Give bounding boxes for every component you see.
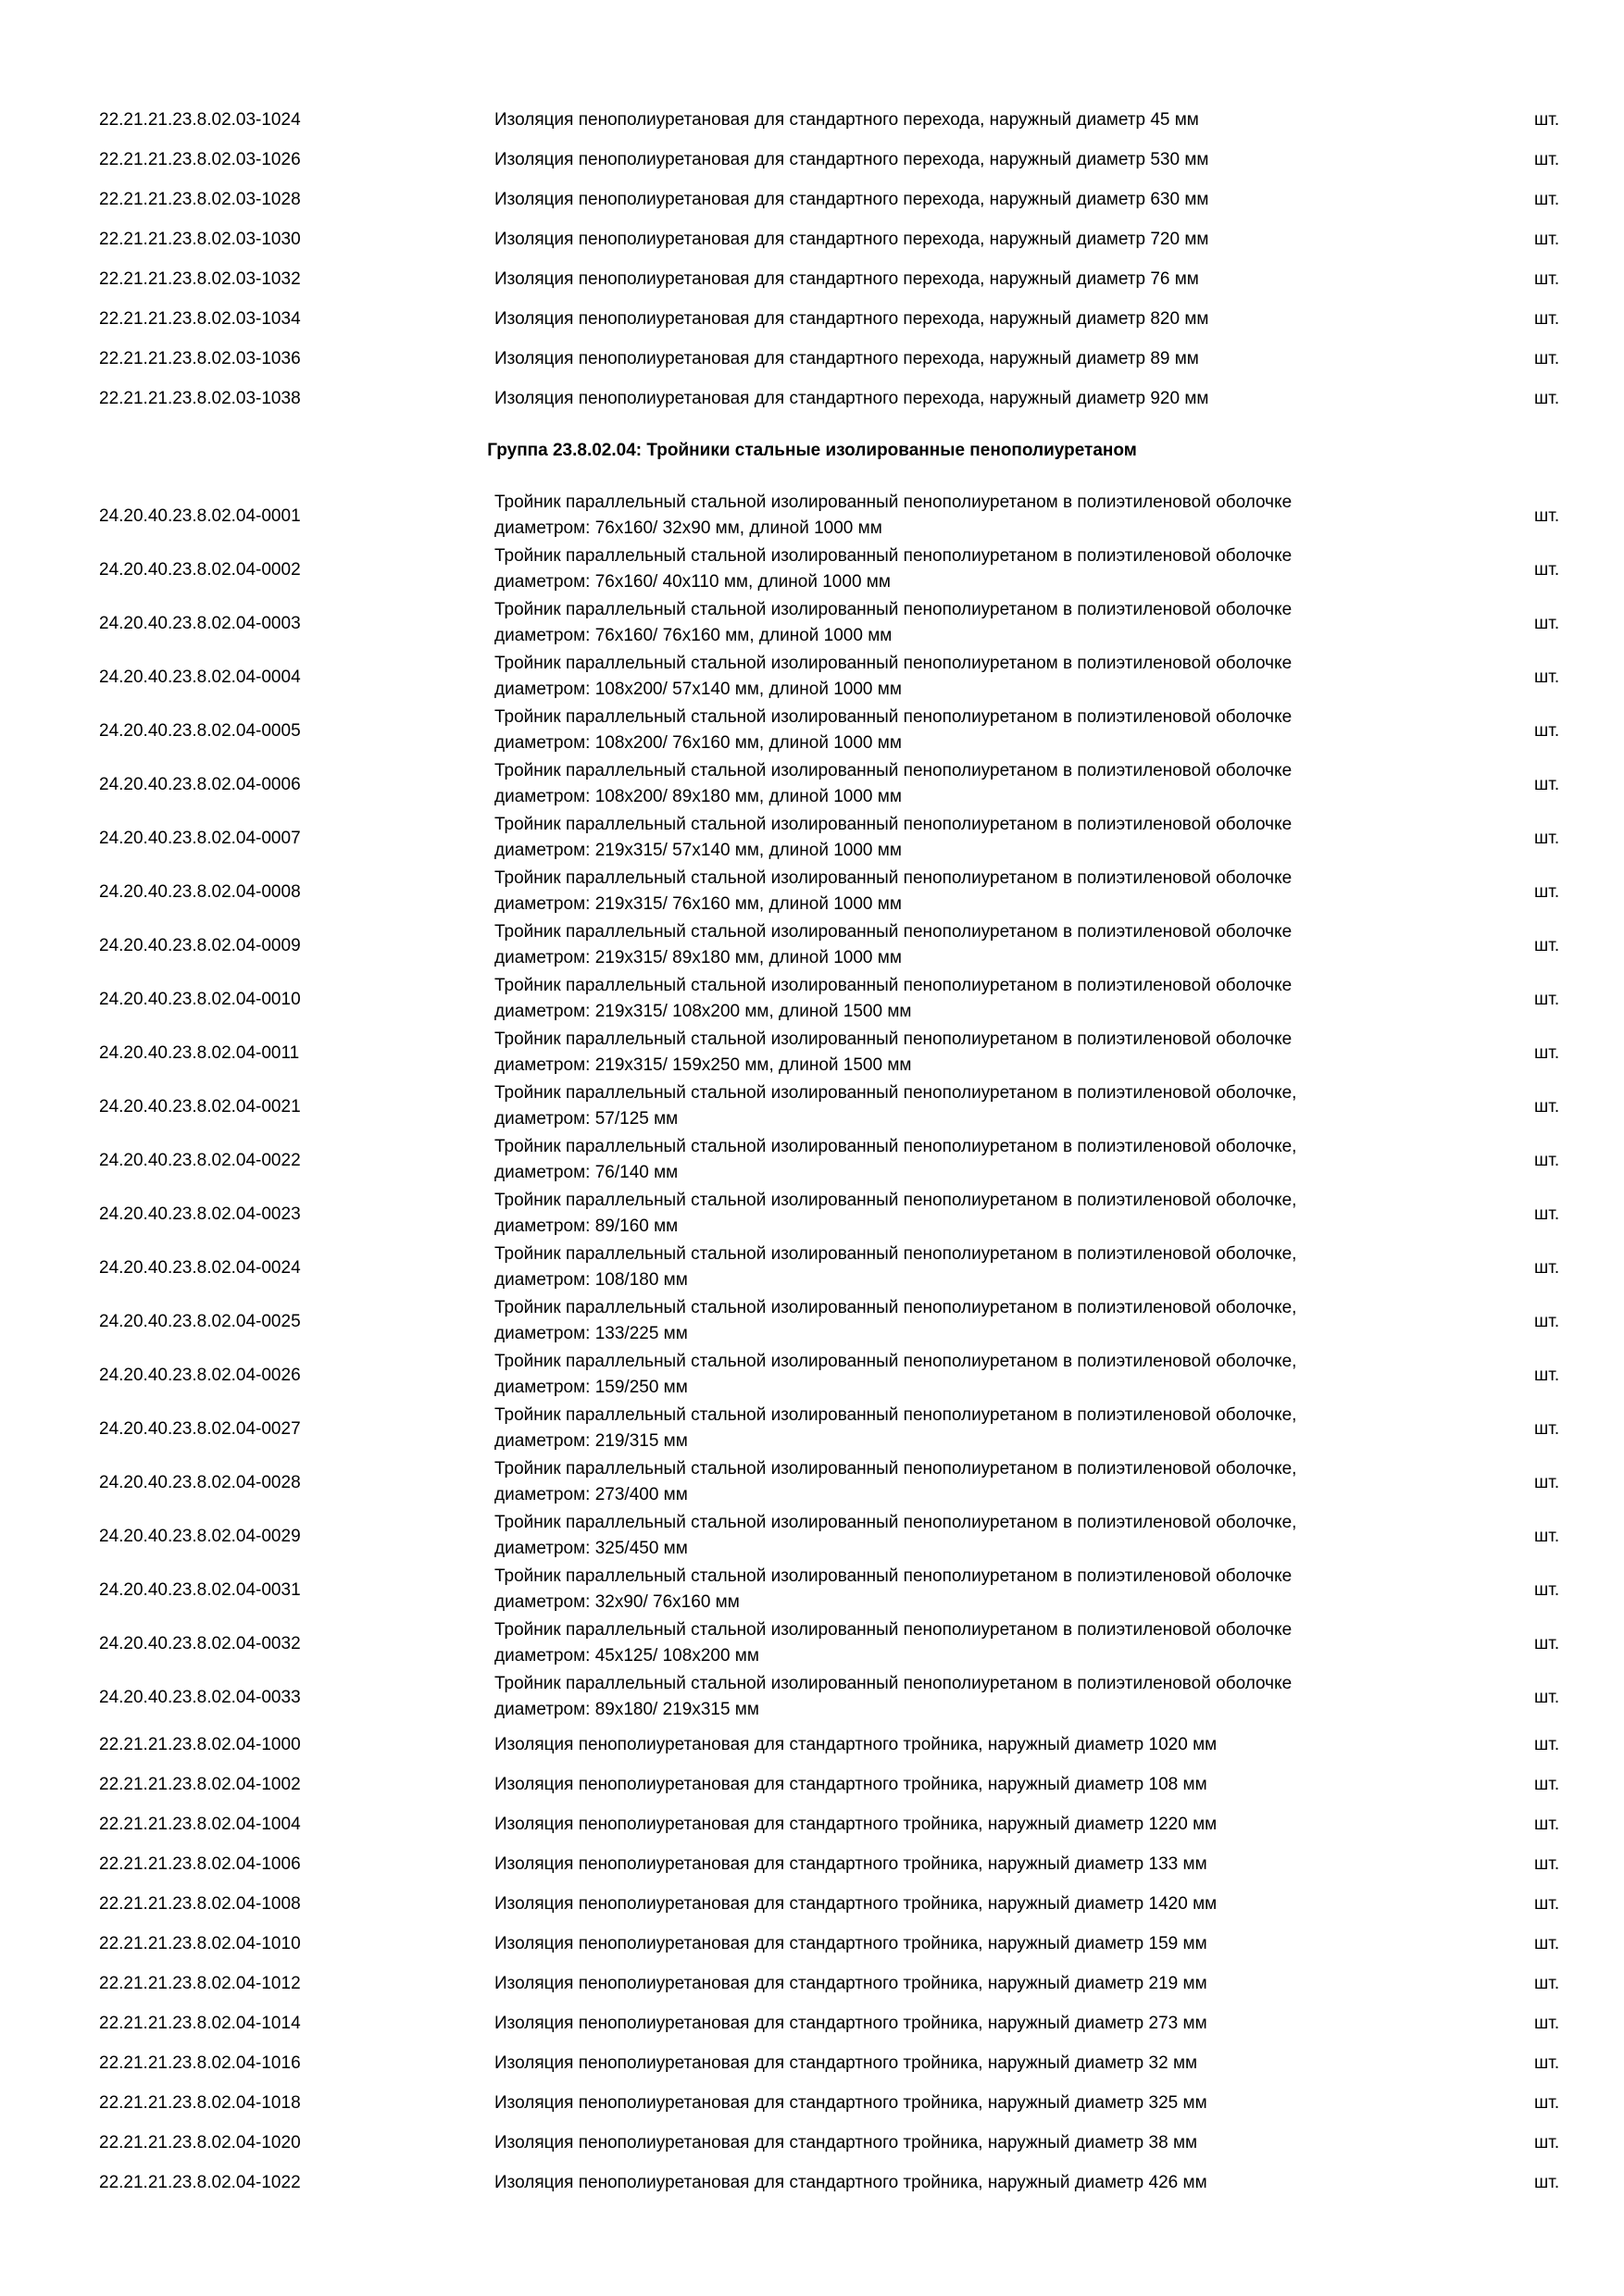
- item-unit: шт.: [1534, 614, 1560, 633]
- item-code: 24.20.40.23.8.02.04-0024: [99, 1258, 301, 1278]
- item-code: 24.20.40.23.8.02.04-0002: [99, 560, 301, 580]
- item-unit: шт.: [1534, 2133, 1560, 2152]
- item-code: 22.21.21.23.8.02.04-1000: [99, 1735, 301, 1754]
- item-unit: шт.: [1534, 1419, 1560, 1439]
- table-row: [0, 1026, 1624, 1079]
- description-line-1: Тройник параллельный стальной изолированный пенополиуретаном в полиэтиленовой оболочке: [494, 1566, 1293, 1586]
- table-row: [0, 704, 1624, 757]
- description-line-2: диаметром: 76/140 мм: [494, 1163, 679, 1182]
- item-description: [494, 973, 1448, 1025]
- description-line-1: Тройник параллельный стальной изолированный пенополиуретаном в полиэтиленовой оболочке: [494, 1674, 1293, 1693]
- table-row: [0, 811, 1624, 865]
- item-code: 22.21.21.23.8.02.03-1036: [99, 349, 301, 368]
- description-line-1: Тройник параллельный стальной изолированный пенополиуретаном в полиэтиленовой оболочке,: [494, 1137, 1297, 1156]
- description-line-1: Тройник параллельный стальной изолированный пенополиуретаном в полиэтиленовой оболочке,: [494, 1352, 1297, 1371]
- description-line-1: Тройник параллельный стальной изолированный пенополиуретаном в полиэтиленовой оболочке: [494, 546, 1293, 566]
- table-row: [0, 180, 1624, 219]
- item-unit: шт.: [1534, 1097, 1560, 1117]
- description-line-2: диаметром: 108/180 мм: [494, 1270, 688, 1290]
- description-line-2: диаметром: 325/450 мм: [494, 1539, 688, 1558]
- item-code: 24.20.40.23.8.02.04-0001: [99, 506, 301, 526]
- item-description: [494, 705, 1448, 756]
- table-row: [0, 339, 1624, 379]
- table-row: [0, 1964, 1624, 2003]
- item-unit: шт.: [1534, 1527, 1560, 1546]
- table-row: [0, 299, 1624, 339]
- item-unit: шт.: [1534, 349, 1560, 368]
- item-code: 22.21.21.23.8.02.03-1034: [99, 309, 301, 329]
- table-row: [0, 650, 1624, 704]
- item-description: Изоляция пенополиуретановая для стандартного тройника, наружный диаметр 1220 мм: [494, 1815, 1218, 1834]
- item-description: Изоляция пенополиуретановая для стандартного тройника, наружный диаметр 133 мм: [494, 1854, 1207, 1874]
- table-row: [0, 1563, 1624, 1616]
- item-description: Изоляция пенополиуретановая для стандартного тройника, наружный диаметр 32 мм: [494, 2053, 1198, 2073]
- item-code: 24.20.40.23.8.02.04-0028: [99, 1473, 301, 1492]
- item-code: 24.20.40.23.8.02.04-0004: [99, 668, 301, 687]
- table-row: [0, 1294, 1624, 1348]
- item-description: [494, 490, 1448, 542]
- item-description: [494, 1242, 1448, 1293]
- description-line-2: диаметром: 219х315/ 57х140 мм, длиной 1000 мм: [494, 841, 902, 860]
- item-description: Изоляция пенополиуретановая для стандартного перехода, наружный диаметр 630 мм: [494, 190, 1209, 209]
- item-unit: шт.: [1534, 1258, 1560, 1278]
- item-unit: шт.: [1534, 1204, 1560, 1224]
- table-row: [0, 489, 1624, 543]
- item-unit: шт.: [1534, 560, 1560, 580]
- item-code: 24.20.40.23.8.02.04-0023: [99, 1204, 301, 1224]
- description-line-2: диаметром: 219х315/ 89х180 мм, длиной 1000 мм: [494, 948, 902, 967]
- description-line-1: Тройник параллельный стальной изолированный пенополиуретаном в полиэтиленовой оболочке,: [494, 1405, 1297, 1425]
- description-line-1: Тройник параллельный стальной изолированный пенополиуретаном в полиэтиленовой оболочке: [494, 815, 1293, 834]
- description-line-2: диаметром: 219х315/ 108х200 мм, длиной 1500 мм: [494, 1002, 912, 1021]
- item-description: Изоляция пенополиуретановая для стандартного перехода, наружный диаметр 530 мм: [494, 150, 1209, 169]
- item-unit: шт.: [1534, 1735, 1560, 1754]
- item-code: 24.20.40.23.8.02.04-0022: [99, 1151, 301, 1170]
- item-unit: шт.: [1534, 1473, 1560, 1492]
- item-unit: шт.: [1534, 389, 1560, 408]
- table-row: [0, 1133, 1624, 1187]
- item-description: [494, 651, 1448, 703]
- item-description: [494, 1295, 1448, 1347]
- description-line-1: Тройник параллельный стальной изолированный пенополиуретаном в полиэтиленовой оболочке: [494, 761, 1293, 780]
- item-code: 24.20.40.23.8.02.04-0031: [99, 1580, 301, 1600]
- item-description: [494, 1510, 1448, 1562]
- item-description: Изоляция пенополиуретановая для стандартного перехода, наружный диаметр 45 мм: [494, 110, 1199, 130]
- description-line-2: диаметром: 133/225 мм: [494, 1324, 688, 1343]
- description-line-2: диаметром: 219/315 мм: [494, 1431, 688, 1451]
- item-unit: шт.: [1534, 2093, 1560, 2113]
- item-unit: шт.: [1534, 1854, 1560, 1874]
- description-line-2: диаметром: 57/125 мм: [494, 1109, 679, 1129]
- item-unit: шт.: [1534, 1043, 1560, 1063]
- description-line-1: Тройник параллельный стальной изолированный пенополиуретаном в полиэтиленовой оболочке: [494, 493, 1293, 512]
- table-row: [0, 2083, 1624, 2123]
- item-unit: шт.: [1534, 1580, 1560, 1600]
- description-line-1: Тройник параллельный стальной изолированный пенополиуретаном в полиэтиленовой оболочке: [494, 654, 1293, 673]
- item-unit: шт.: [1534, 1894, 1560, 1914]
- description-line-1: Тройник параллельный стальной изолированный пенополиуретаном в полиэтиленовой оболочке,: [494, 1191, 1297, 1210]
- table-row: [0, 596, 1624, 650]
- item-description: [494, 543, 1448, 595]
- item-unit: шт.: [1534, 1815, 1560, 1834]
- description-line-2: диаметром: 108х200/ 89х180 мм, длиной 1000 мм: [494, 787, 902, 806]
- item-description: Изоляция пенополиуретановая для стандартного тройника, наружный диаметр 159 мм: [494, 1934, 1207, 1953]
- item-description: [494, 758, 1448, 810]
- item-code: 24.20.40.23.8.02.04-0006: [99, 775, 301, 794]
- table-row: [0, 1725, 1624, 1765]
- table-row: [0, 972, 1624, 1026]
- item-description: Изоляция пенополиуретановая для стандартного перехода, наружный диаметр 76 мм: [494, 269, 1199, 289]
- description-line-1: Тройник параллельный стальной изолированный пенополиуретаном в полиэтиленовой оболочке: [494, 976, 1293, 995]
- description-line-2: диаметром: 32х90/ 76х160 мм: [494, 1592, 740, 1612]
- item-description: [494, 1027, 1448, 1079]
- item-unit: шт.: [1534, 1634, 1560, 1653]
- table-row: [0, 1670, 1624, 1724]
- item-code: 24.20.40.23.8.02.04-0026: [99, 1366, 301, 1385]
- item-unit: шт.: [1534, 936, 1560, 955]
- table-row: [0, 1402, 1624, 1455]
- item-code: 24.20.40.23.8.02.04-0025: [99, 1312, 301, 1331]
- item-description: [494, 866, 1448, 917]
- table-row: [0, 1765, 1624, 1804]
- description-line-1: Тройник параллельный стальной изолированный пенополиуретаном в полиэтиленовой оболочке: [494, 922, 1293, 942]
- description-line-2: диаметром: 76х160/ 40х110 мм, длиной 1000 мм: [494, 572, 891, 592]
- description-line-2: диаметром: 219х315/ 159х250 мм, длиной 1500 мм: [494, 1055, 912, 1075]
- item-code: 24.20.40.23.8.02.04-0033: [99, 1688, 301, 1707]
- item-unit: шт.: [1534, 882, 1560, 902]
- item-unit: шт.: [1534, 110, 1560, 130]
- description-line-2: диаметром: 76х160/ 76х160 мм, длиной 1000 мм: [494, 626, 893, 645]
- item-code: 22.21.21.23.8.02.04-1020: [99, 2133, 301, 2152]
- item-code: 24.20.40.23.8.02.04-0007: [99, 829, 301, 848]
- description-line-2: диаметром: 108х200/ 76х160 мм, длиной 1000 мм: [494, 733, 902, 753]
- description-line-1: Тройник параллельный стальной изолированный пенополиуретаном в полиэтиленовой оболочке,: [494, 1459, 1297, 1479]
- item-description: [494, 1349, 1448, 1401]
- item-unit: шт.: [1534, 721, 1560, 741]
- item-unit: шт.: [1534, 775, 1560, 794]
- item-description: [494, 1403, 1448, 1454]
- item-code: 22.21.21.23.8.02.04-1004: [99, 1815, 301, 1834]
- item-unit: шт.: [1534, 309, 1560, 329]
- description-line-2: диаметром: 89/160 мм: [494, 1217, 679, 1236]
- item-code: 22.21.21.23.8.02.04-1014: [99, 2014, 301, 2033]
- item-description: Изоляция пенополиуретановая для стандартного тройника, наружный диаметр 273 мм: [494, 2014, 1207, 2033]
- item-code: 22.21.21.23.8.02.04-1016: [99, 2053, 301, 2073]
- item-unit: шт.: [1534, 2014, 1560, 2033]
- item-unit: шт.: [1534, 230, 1560, 249]
- item-code: 24.20.40.23.8.02.04-0008: [99, 882, 301, 902]
- item-description: Изоляция пенополиуретановая для стандартного тройника, наружный диаметр 1420 мм: [494, 1894, 1218, 1914]
- description-line-1: Тройник параллельный стальной изолированный пенополиуретаном в полиэтиленовой оболочке,: [494, 1298, 1297, 1317]
- table-row: [0, 1616, 1624, 1670]
- table-row: [0, 379, 1624, 418]
- item-unit: шт.: [1534, 190, 1560, 209]
- item-unit: шт.: [1534, 1688, 1560, 1707]
- item-unit: шт.: [1534, 1775, 1560, 1794]
- table-row: [0, 219, 1624, 259]
- item-code: 22.21.21.23.8.02.04-1006: [99, 1854, 301, 1874]
- item-code: 22.21.21.23.8.02.04-1002: [99, 1775, 301, 1794]
- item-unit: шт.: [1534, 668, 1560, 687]
- item-description: Изоляция пенополиуретановая для стандартного тройника, наружный диаметр 1020 мм: [494, 1735, 1218, 1754]
- table-row: [0, 1844, 1624, 1884]
- table-row: [0, 543, 1624, 596]
- description-line-2: диаметром: 89х180/ 219х315 мм: [494, 1700, 759, 1719]
- item-code: 24.20.40.23.8.02.04-0027: [99, 1419, 301, 1439]
- item-code: 22.21.21.23.8.02.04-1010: [99, 1934, 301, 1953]
- description-line-1: Тройник параллельный стальной изолированный пенополиуретаном в полиэтиленовой оболочке,: [494, 1083, 1297, 1103]
- description-line-1: Тройник параллельный стальной изолированный пенополиуретаном в полиэтиленовой оболочке: [494, 600, 1293, 619]
- item-code: 22.21.21.23.8.02.04-1008: [99, 1894, 301, 1914]
- item-code: 22.21.21.23.8.02.03-1028: [99, 190, 301, 209]
- table-row: [0, 2043, 1624, 2083]
- item-description: Изоляция пенополиуретановая для стандартного тройника, наружный диаметр 426 мм: [494, 2173, 1207, 2192]
- item-code: 22.21.21.23.8.02.03-1026: [99, 150, 301, 169]
- description-line-2: диаметром: 273/400 мм: [494, 1485, 688, 1504]
- item-unit: шт.: [1534, 506, 1560, 526]
- item-unit: шт.: [1534, 2053, 1560, 2073]
- item-description: Изоляция пенополиуретановая для стандартного перехода, наружный диаметр 720 мм: [494, 230, 1209, 249]
- table-row: [0, 1924, 1624, 1964]
- description-line-1: Тройник параллельный стальной изолированный пенополиуретаном в полиэтиленовой оболочке: [494, 1029, 1293, 1049]
- item-code: 24.20.40.23.8.02.04-0011: [99, 1043, 300, 1063]
- group-title: Группа 23.8.02.04: Тройники стальные изолированные пенополиуретаном: [487, 441, 1137, 460]
- item-unit: шт.: [1534, 1366, 1560, 1385]
- description-line-2: диаметром: 76х160/ 32х90 мм, длиной 1000 мм: [494, 518, 882, 538]
- item-code: 24.20.40.23.8.02.04-0003: [99, 614, 301, 633]
- item-description: [494, 1617, 1448, 1669]
- item-unit: шт.: [1534, 150, 1560, 169]
- table-row: [0, 865, 1624, 918]
- item-unit: шт.: [1534, 2173, 1560, 2192]
- description-line-2: диаметром: 159/250 мм: [494, 1378, 688, 1397]
- item-code: 22.21.21.23.8.02.03-1024: [99, 110, 301, 130]
- table-row: [0, 259, 1624, 299]
- item-description: [494, 1671, 1448, 1723]
- item-description: Изоляция пенополиуретановая для стандартного перехода, наружный диаметр 820 мм: [494, 309, 1209, 329]
- table-row: [0, 2163, 1624, 2202]
- item-code: 24.20.40.23.8.02.04-0009: [99, 936, 301, 955]
- item-unit: шт.: [1534, 269, 1560, 289]
- table-row: [0, 1884, 1624, 1924]
- description-line-2: диаметром: 108х200/ 57х140 мм, длиной 1000 мм: [494, 680, 902, 699]
- item-description: Изоляция пенополиуретановая для стандартного перехода, наружный диаметр 89 мм: [494, 349, 1199, 368]
- item-description: [494, 1188, 1448, 1240]
- item-code: 24.20.40.23.8.02.04-0029: [99, 1527, 301, 1546]
- item-description: [494, 1564, 1448, 1616]
- item-description: Изоляция пенополиуретановая для стандартного тройника, наружный диаметр 325 мм: [494, 2093, 1207, 2113]
- description-line-1: Тройник параллельный стальной изолированный пенополиуретаном в полиэтиленовой оболочке: [494, 868, 1293, 888]
- table-row: [0, 1509, 1624, 1563]
- item-description: Изоляция пенополиуретановая для стандартного тройника, наружный диаметр 219 мм: [494, 1974, 1207, 1993]
- item-description: [494, 1080, 1448, 1132]
- description-line-1: Тройник параллельный стальной изолированный пенополиуретаном в полиэтиленовой оболочке,: [494, 1244, 1297, 1264]
- item-description: [494, 597, 1448, 649]
- table-row: [0, 140, 1624, 180]
- item-unit: шт.: [1534, 829, 1560, 848]
- item-code: 22.21.21.23.8.02.03-1032: [99, 269, 301, 289]
- item-code: 22.21.21.23.8.02.04-1018: [99, 2093, 301, 2113]
- description-line-1: Тройник параллельный стальной изолированный пенополиуретаном в полиэтиленовой оболочке,: [494, 1513, 1297, 1532]
- description-line-1: Тройник параллельный стальной изолированный пенополиуретаном в полиэтиленовой оболочке: [494, 707, 1293, 727]
- table-row: [0, 918, 1624, 972]
- description-line-1: Тройник параллельный стальной изолированный пенополиуретаном в полиэтиленовой оболочке: [494, 1620, 1293, 1640]
- item-code: 22.21.21.23.8.02.04-1022: [99, 2173, 301, 2192]
- table-row: [0, 1348, 1624, 1402]
- table-row: [0, 1455, 1624, 1509]
- item-description: [494, 812, 1448, 864]
- item-description: Изоляция пенополиуретановая для стандартного тройника, наружный диаметр 38 мм: [494, 2133, 1198, 2152]
- table-row: [0, 1187, 1624, 1241]
- table-row: [0, 1079, 1624, 1133]
- item-code: 24.20.40.23.8.02.04-0032: [99, 1634, 301, 1653]
- item-code: 24.20.40.23.8.02.04-0021: [99, 1097, 301, 1117]
- item-unit: шт.: [1534, 1934, 1560, 1953]
- table-row: [0, 757, 1624, 811]
- item-unit: шт.: [1534, 1974, 1560, 1993]
- item-code: 24.20.40.23.8.02.04-0010: [99, 990, 301, 1009]
- item-description: [494, 1134, 1448, 1186]
- item-description: Изоляция пенополиуретановая для стандартного тройника, наружный диаметр 108 мм: [494, 1775, 1207, 1794]
- item-code: 22.21.21.23.8.02.03-1030: [99, 230, 301, 249]
- item-description: Изоляция пенополиуретановая для стандартного перехода, наружный диаметр 920 мм: [494, 389, 1209, 408]
- item-code: 22.21.21.23.8.02.04-1012: [99, 1974, 301, 1993]
- item-code: 24.20.40.23.8.02.04-0005: [99, 721, 301, 741]
- item-description: [494, 1456, 1448, 1508]
- description-line-2: диаметром: 45х125/ 108х200 мм: [494, 1646, 759, 1666]
- item-unit: шт.: [1534, 990, 1560, 1009]
- table-row: [0, 1804, 1624, 1844]
- description-line-2: диаметром: 219х315/ 76х160 мм, длиной 1000 мм: [494, 894, 902, 914]
- table-row: [0, 100, 1624, 140]
- table-row: [0, 2003, 1624, 2043]
- item-unit: шт.: [1534, 1312, 1560, 1331]
- table-row: [0, 1241, 1624, 1294]
- item-unit: шт.: [1534, 1151, 1560, 1170]
- item-description: [494, 919, 1448, 971]
- item-code: 22.21.21.23.8.02.03-1038: [99, 389, 301, 408]
- table-row: [0, 2123, 1624, 2163]
